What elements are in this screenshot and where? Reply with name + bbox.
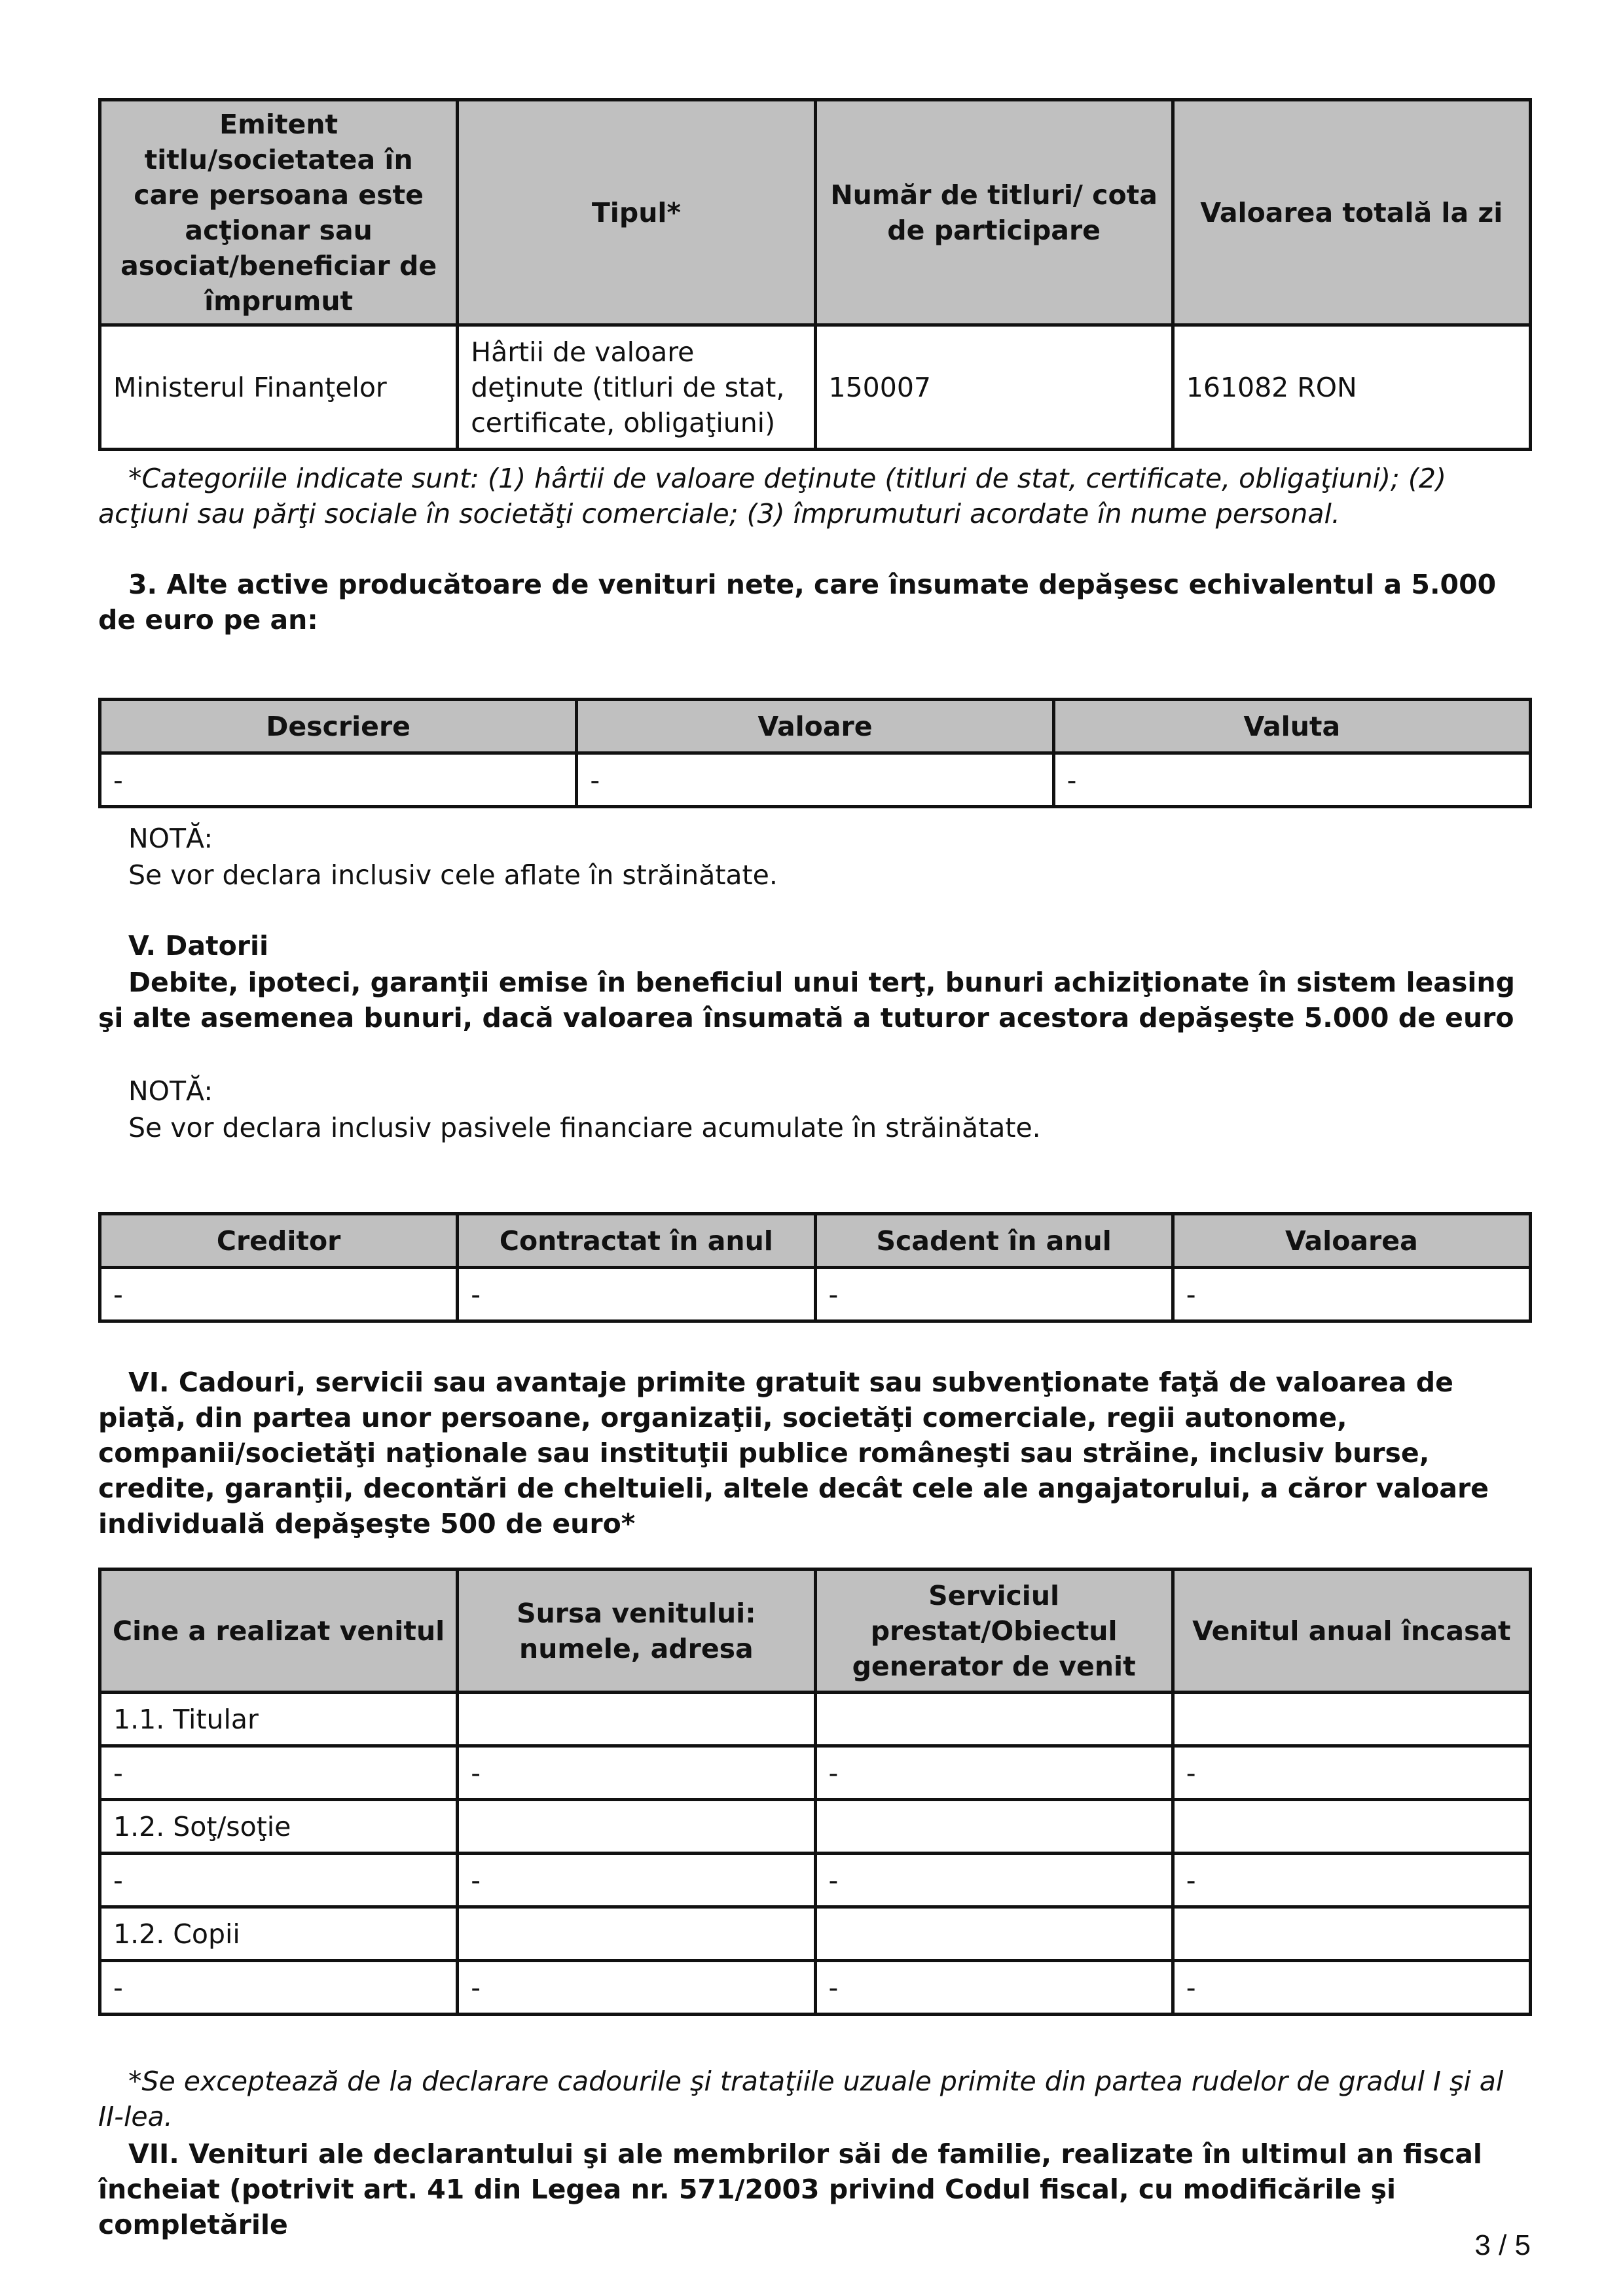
table-cell: - bbox=[458, 1746, 815, 1800]
table-row bbox=[100, 1907, 1531, 1961]
table-cell: 1.2. Soţ/soţie bbox=[100, 1800, 458, 1854]
table-row bbox=[100, 1693, 1531, 1746]
table-cell: - bbox=[100, 753, 577, 807]
table-cell: 150007 bbox=[815, 325, 1173, 450]
table-cell: - bbox=[815, 1854, 1173, 1907]
table-cell: - bbox=[1173, 1746, 1530, 1800]
table-cell: - bbox=[577, 753, 1053, 807]
note-label: NOTĂ: bbox=[128, 1075, 213, 1107]
table-row bbox=[100, 325, 1531, 450]
table-cell: - bbox=[100, 1746, 458, 1800]
footnote-categories: *Categoriile indicate sunt: (1) hârtii de valoare deţinute (titluri de stat, certificate, obligaţiuni); (2) acţiuni sau părţi sociale în societăţi comerciale; (3) împrumuturi acordate în nume personal. bbox=[98, 463, 1446, 529]
table-cell: - bbox=[815, 1746, 1173, 1800]
table-row bbox=[100, 1961, 1531, 2015]
table-cell: - bbox=[100, 1268, 458, 1321]
table-cell bbox=[458, 1800, 815, 1854]
table-cell: - bbox=[1173, 1961, 1530, 2015]
col-header-value: Valoare bbox=[577, 700, 1053, 753]
footnote-gifts-exception: *Se exceptează de la declarare cadourile şi trataţiile uzuale primite din partea rudelor de gradul I şi al II-lea. bbox=[98, 2066, 1504, 2132]
other-assets-table-wrapper bbox=[98, 698, 1532, 808]
other-assets-table bbox=[98, 698, 1532, 808]
table-cell bbox=[1173, 1800, 1530, 1854]
table-cell: - bbox=[1173, 1854, 1530, 1907]
table-cell: - bbox=[815, 1961, 1173, 2015]
table-cell: 1.2. Copii bbox=[100, 1907, 458, 1961]
page-number: 3 / 5 bbox=[1474, 2229, 1531, 2261]
debts-table bbox=[98, 1212, 1532, 1323]
debts-table-wrapper bbox=[98, 1212, 1532, 1323]
col-header-description: Descriere bbox=[100, 700, 577, 753]
col-header-contracted-year: Contractat în anul bbox=[458, 1214, 815, 1268]
securities-table bbox=[98, 98, 1532, 451]
table-cell bbox=[1173, 1907, 1530, 1961]
table-cell: - bbox=[458, 1961, 815, 2015]
table-cell: - bbox=[100, 1961, 458, 2015]
col-header-source: Sursa venitului: numele, adresa bbox=[458, 1570, 815, 1693]
col-header-total-value: Valoarea totală la zi bbox=[1173, 100, 1530, 325]
note-text: Se vor declara inclusiv cele aflate în străinătate. bbox=[128, 859, 778, 891]
col-header-who: Cine a realizat venitul bbox=[100, 1570, 458, 1693]
table-cell: - bbox=[1053, 753, 1530, 807]
table-row bbox=[100, 1268, 1531, 1321]
col-header-issuer: Emitent titlu/societatea în care persoana este acţionar sau asociat/beneficiar de împrumut bbox=[100, 100, 458, 325]
table-row bbox=[100, 1854, 1531, 1907]
table-cell: - bbox=[815, 1268, 1173, 1321]
table-cell: Hârtii de valoare deţinute (titluri de stat, certificate, obligaţiuni) bbox=[458, 325, 815, 450]
col-header-count: Număr de titluri/ cota de participare bbox=[815, 100, 1173, 325]
col-header-due-year: Scadent în anul bbox=[815, 1214, 1173, 1268]
table-cell bbox=[458, 1693, 815, 1746]
table-cell bbox=[815, 1800, 1173, 1854]
note-label: NOTĂ: bbox=[128, 823, 213, 854]
table-cell: 1.1. Titular bbox=[100, 1693, 458, 1746]
table-row bbox=[100, 1746, 1531, 1800]
gifts-table-wrapper bbox=[98, 1568, 1532, 2016]
col-header-currency: Valuta bbox=[1053, 700, 1530, 753]
table-cell bbox=[458, 1907, 815, 1961]
table-cell: - bbox=[458, 1268, 815, 1321]
col-header-annual-income: Venitul anual încasat bbox=[1173, 1570, 1530, 1693]
securities-table-wrapper bbox=[98, 98, 1532, 451]
section-6-heading: VI. Cadouri, servicii sau avantaje primite gratuit sau subvenţionate faţă de valoarea de piaţă, din partea unor persoane, organizaţii, societăţi comerciale, regii autonome, companii/societăţi naţionale sau instituţii publice româneşti sau străine, inclusiv burse, credite, garanţii, decontări de cheltuieli, altele decât cele ale angajatorului, a căror valoare individuală depăşeşte 500 de euro* bbox=[98, 1367, 1489, 1539]
note-text: Se vor declara inclusiv pasivele financiare acumulate în străinătate. bbox=[128, 1112, 1041, 1143]
table-cell: - bbox=[100, 1854, 458, 1907]
table-cell: Ministerul Finanţelor bbox=[100, 325, 458, 450]
table-cell bbox=[1173, 1693, 1530, 1746]
gifts-table bbox=[98, 1568, 1532, 2016]
table-cell: 161082 RON bbox=[1173, 325, 1530, 450]
col-header-type: Tipul* bbox=[458, 100, 815, 325]
table-cell: - bbox=[458, 1854, 815, 1907]
col-header-creditor: Creditor bbox=[100, 1214, 458, 1268]
table-cell bbox=[815, 1693, 1173, 1746]
section-7-heading: VII. Venituri ale declarantului şi ale membrilor săi de familie, realizate în ultimul an fiscal încheiat (potrivit art. 41 din Legea nr. 571/2003 privind Codul fiscal, cu modificările şi completările bbox=[98, 2138, 1482, 2240]
table-cell bbox=[815, 1907, 1173, 1961]
section-5-text: Debite, ipoteci, garanţii emise în beneficiul unui terţ, bunuri achiziţionate în sistem leasing şi alte asemenea bunuri, dacă valoarea însumată a tuturor acestora depăşeşte 5.000 de euro bbox=[98, 967, 1515, 1033]
table-row bbox=[100, 753, 1531, 807]
col-header-amount: Valoarea bbox=[1173, 1214, 1530, 1268]
table-row bbox=[100, 1800, 1531, 1854]
section-5-title: V. Datorii bbox=[128, 930, 269, 961]
col-header-service: Serviciul prestat/Obiectul generator de venit bbox=[815, 1570, 1173, 1693]
table-cell: - bbox=[1173, 1268, 1530, 1321]
section-3-heading: 3. Alte active producătoare de venituri nete, care însumate depăşesc echivalentul a 5.000 de euro pe an: bbox=[98, 569, 1497, 636]
